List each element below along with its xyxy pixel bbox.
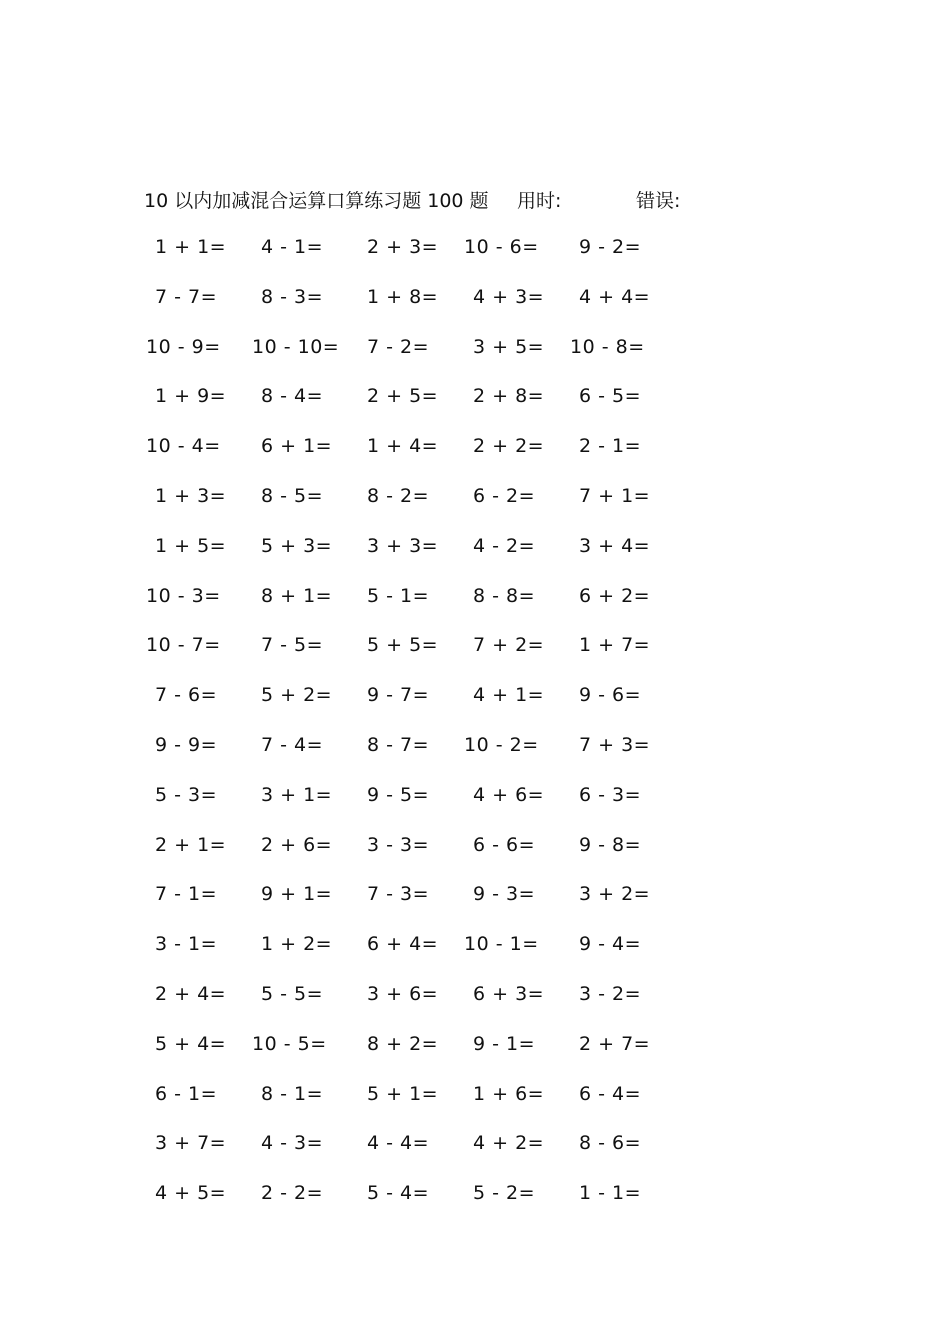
problem-row xyxy=(148,983,688,1033)
problem-item: 4 + 3= xyxy=(473,285,545,308)
time-used-label: 用时: xyxy=(517,190,562,212)
problem-row xyxy=(148,385,688,435)
problem-item: 4 + 6= xyxy=(473,783,545,806)
problem-row xyxy=(148,1132,688,1182)
problem-item: 9 - 6= xyxy=(579,684,642,707)
problem-item: 4 + 2= xyxy=(473,1132,545,1155)
problem-item: 10 - 10= xyxy=(252,335,340,358)
problem-item: 2 + 1= xyxy=(155,833,227,856)
problem-item: 5 - 3= xyxy=(155,783,218,806)
problem-item: 5 - 4= xyxy=(367,1182,430,1205)
problem-item: 8 - 4= xyxy=(261,385,324,408)
problem-item: 9 - 3= xyxy=(473,883,536,906)
problem-item: 1 + 3= xyxy=(155,484,227,507)
problem-item: 7 + 1= xyxy=(579,484,651,507)
problem-item: 1 + 8= xyxy=(367,285,439,308)
problem-item: 6 - 5= xyxy=(579,385,642,408)
problem-item: 8 - 6= xyxy=(579,1132,642,1155)
problem-item: 10 - 2= xyxy=(464,733,539,756)
problem-item: 8 - 1= xyxy=(261,1082,324,1105)
problem-item: 10 - 8= xyxy=(570,335,645,358)
problem-item: 10 - 1= xyxy=(464,933,539,956)
problem-row xyxy=(148,1083,688,1133)
problem-item: 3 + 4= xyxy=(579,534,651,557)
problem-item: 5 + 5= xyxy=(367,634,439,657)
problem-row xyxy=(148,1182,688,1232)
problem-item: 9 - 9= xyxy=(155,733,218,756)
problem-row xyxy=(148,734,688,784)
problem-item: 1 + 4= xyxy=(367,435,439,458)
problem-item: 10 - 9= xyxy=(146,335,221,358)
problem-row xyxy=(148,236,688,286)
problem-item: 3 + 7= xyxy=(155,1132,227,1155)
problem-item: 9 - 4= xyxy=(579,933,642,956)
problem-item: 5 + 3= xyxy=(261,534,333,557)
problem-item: 1 + 2= xyxy=(261,933,333,956)
problem-item: 5 + 1= xyxy=(367,1082,439,1105)
problem-item: 5 - 1= xyxy=(367,584,430,607)
problem-item: 6 - 6= xyxy=(473,833,536,856)
problem-item: 1 + 9= xyxy=(155,385,227,408)
problem-row xyxy=(148,883,688,933)
problem-item: 8 - 8= xyxy=(473,584,536,607)
problem-row xyxy=(148,1033,688,1083)
problem-item: 9 - 7= xyxy=(367,684,430,707)
problem-row xyxy=(148,933,688,983)
problem-item: 3 - 2= xyxy=(579,982,642,1005)
problem-item: 3 + 2= xyxy=(579,883,651,906)
problem-row xyxy=(148,684,688,734)
problem-item: 9 - 2= xyxy=(579,236,642,258)
problem-item: 9 - 5= xyxy=(367,783,430,806)
problem-item: 5 - 5= xyxy=(261,982,324,1005)
problem-item: 8 - 7= xyxy=(367,733,430,756)
problem-item: 7 - 7= xyxy=(155,285,218,308)
problem-item: 3 + 3= xyxy=(367,534,439,557)
problem-item: 6 - 3= xyxy=(579,783,642,806)
problem-item: 2 + 4= xyxy=(155,982,227,1005)
errors-label: 错误: xyxy=(636,190,681,212)
problem-item: 10 - 5= xyxy=(252,1032,327,1055)
problem-item: 7 - 3= xyxy=(367,883,430,906)
problem-item: 4 - 3= xyxy=(261,1132,324,1155)
problem-item: 4 - 1= xyxy=(261,236,324,258)
problem-item: 6 - 2= xyxy=(473,484,536,507)
problem-row xyxy=(148,784,688,834)
problem-item: 2 + 5= xyxy=(367,385,439,408)
problem-row xyxy=(148,634,688,684)
problem-item: 4 + 4= xyxy=(579,285,651,308)
problem-item: 4 + 1= xyxy=(473,684,545,707)
problem-item: 9 - 1= xyxy=(473,1032,536,1055)
problem-item: 5 - 2= xyxy=(473,1182,536,1205)
problem-item: 2 + 2= xyxy=(473,435,545,458)
problem-row xyxy=(148,286,688,336)
problem-item: 1 + 1= xyxy=(155,236,227,258)
problem-item: 7 + 2= xyxy=(473,634,545,657)
problem-row xyxy=(148,485,688,535)
problem-item: 10 - 3= xyxy=(146,584,221,607)
problem-item: 9 + 1= xyxy=(261,883,333,906)
problem-grid xyxy=(148,236,688,1232)
problem-item: 3 + 5= xyxy=(473,335,545,358)
problem-item: 5 + 2= xyxy=(261,684,333,707)
problem-item: 6 - 1= xyxy=(155,1082,218,1105)
problem-item: 2 - 2= xyxy=(261,1182,324,1205)
problem-item: 5 + 4= xyxy=(155,1032,227,1055)
problem-item: 1 - 1= xyxy=(579,1182,642,1205)
problem-item: 6 + 3= xyxy=(473,982,545,1005)
problem-item: 6 + 2= xyxy=(579,584,651,607)
problem-item: 3 + 1= xyxy=(261,783,333,806)
problem-item: 6 + 4= xyxy=(367,933,439,956)
problem-item: 4 + 5= xyxy=(155,1182,227,1205)
problem-row xyxy=(148,336,688,386)
problem-item: 3 - 3= xyxy=(367,833,430,856)
problem-row xyxy=(148,585,688,635)
problem-item: 6 - 4= xyxy=(579,1082,642,1105)
problem-item: 9 - 8= xyxy=(579,833,642,856)
problem-item: 2 + 8= xyxy=(473,385,545,408)
problem-item: 7 - 4= xyxy=(261,733,324,756)
problem-item: 10 - 6= xyxy=(464,236,539,258)
problem-item: 7 + 3= xyxy=(579,733,651,756)
problem-item: 6 + 1= xyxy=(261,435,333,458)
problem-item: 1 + 6= xyxy=(473,1082,545,1105)
problem-row xyxy=(148,535,688,585)
problem-item: 8 + 2= xyxy=(367,1032,439,1055)
problem-item: 8 + 1= xyxy=(261,584,333,607)
problem-item: 8 - 2= xyxy=(367,484,430,507)
problem-item: 2 - 1= xyxy=(579,435,642,458)
problem-row xyxy=(148,435,688,485)
problem-item: 7 - 2= xyxy=(367,335,430,358)
problem-item: 4 - 4= xyxy=(367,1132,430,1155)
problem-item: 1 + 7= xyxy=(579,634,651,657)
problem-item: 7 - 1= xyxy=(155,883,218,906)
problem-item: 3 - 1= xyxy=(155,933,218,956)
problem-item: 3 + 6= xyxy=(367,982,439,1005)
problem-item: 2 + 3= xyxy=(367,236,439,258)
problem-item: 4 - 2= xyxy=(473,534,536,557)
problem-item: 7 - 5= xyxy=(261,634,324,657)
problem-item: 10 - 4= xyxy=(146,435,221,458)
problem-item: 7 - 6= xyxy=(155,684,218,707)
worksheet-title: 10 以内加减混合运算口算练习题 100 题 xyxy=(144,190,489,212)
problem-item: 8 - 5= xyxy=(261,484,324,507)
problem-item: 8 - 3= xyxy=(261,285,324,308)
problem-item: 2 + 7= xyxy=(579,1032,651,1055)
problem-item: 2 + 6= xyxy=(261,833,333,856)
problem-row xyxy=(148,834,688,884)
problem-item: 10 - 7= xyxy=(146,634,221,657)
problem-item: 1 + 5= xyxy=(155,534,227,557)
